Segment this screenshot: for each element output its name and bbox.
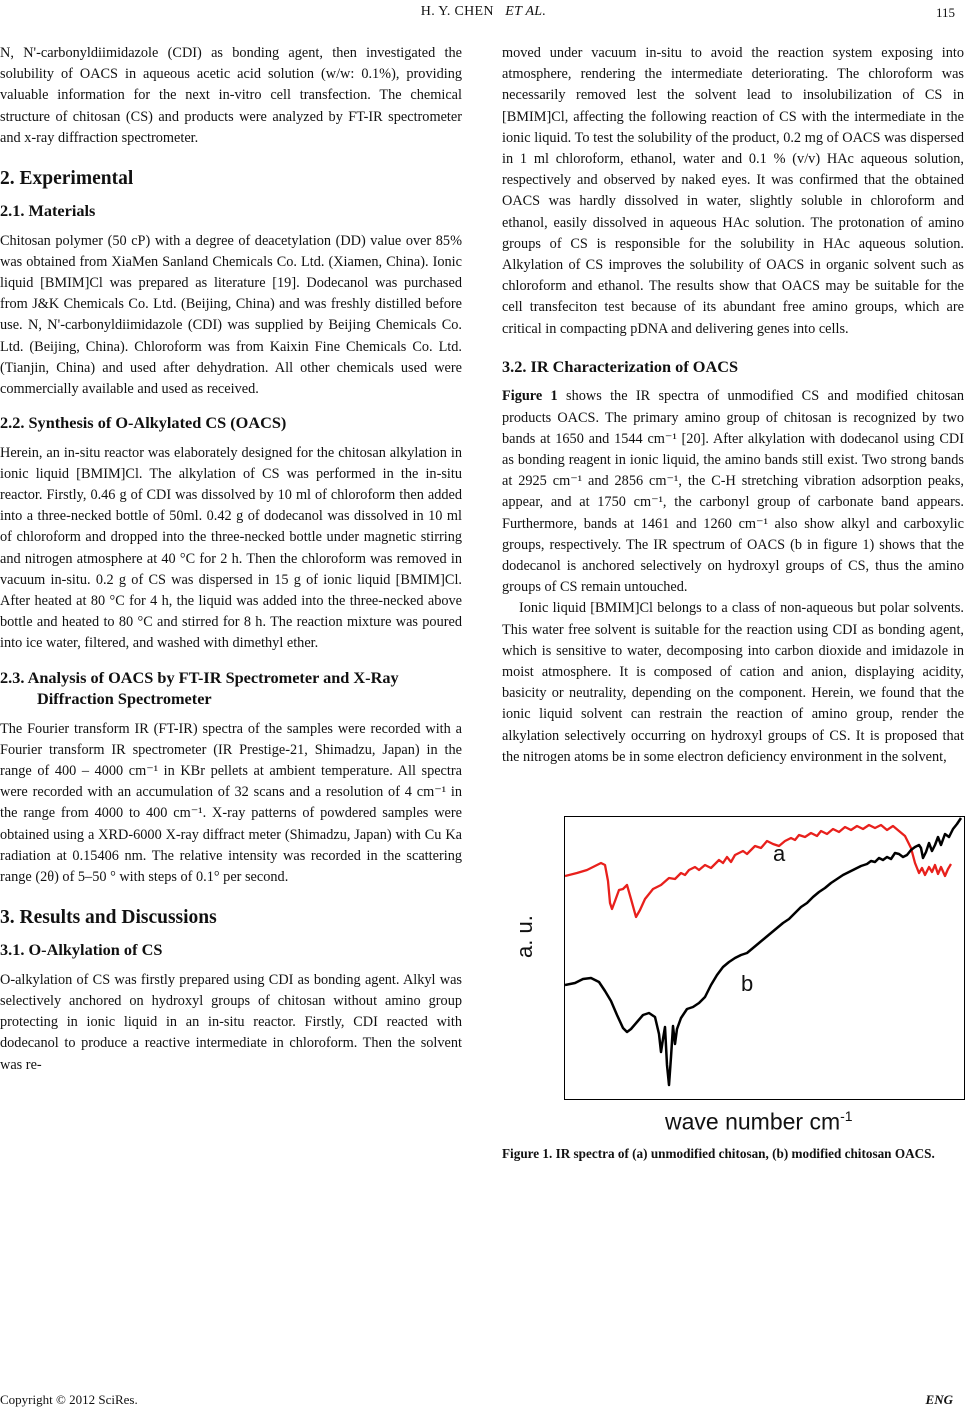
ionic-liquid-paragraph: Ionic liquid [BMIM]Cl belongs to a class of non-aqueous but polar solvents. This water free solvent is suitable for the reaction using CDI as bonding agent, which is sensitive to water, decomposing into carbon dioxide and imidazole in moist atmosphere. It is composed of cation and anion, displaying acidity, basicity or neutrality, depending on the component. Herein, we found that the ionic liquid solvent can restrain the reaction of amino group, render the alkylation selectively occurring on hydroxyl groups of CS. It is proposed that the nitrogen atoms be in some electron deficiency environment in the solvent, bbox=[502, 600, 964, 765]
x-axis-label-text: wave number cm bbox=[665, 1108, 841, 1135]
figure-reference: Figure 1 bbox=[502, 388, 558, 405]
subsection-heading-analysis: 2.3. Analysis of OACS by FT-IR Spectrometer and X-Ray Diffraction Spectrometer bbox=[0, 667, 399, 709]
section-heading-results: 3. Results and Discussions bbox=[0, 907, 217, 929]
figure-caption: Figure 1. IR spectra of (a) unmodified chitosan, (b) modified chitosan OACS. bbox=[502, 1146, 935, 1161]
spectrum-a-label: a bbox=[773, 841, 786, 866]
right-column bbox=[502, 43, 964, 1159]
running-title bbox=[0, 4, 967, 20]
x-axis-label-exponent: -1 bbox=[840, 1108, 853, 1124]
left-column bbox=[0, 43, 462, 1076]
copyright-footer: Copyright © 2012 SciRes. bbox=[0, 1392, 138, 1407]
subsection-heading-synthesis: 2.2. Synthesis of O-Alkylated CS (OACS) bbox=[0, 413, 287, 433]
oalkylation-paragraph: O-alkylation of CS was firstly prepared using CDI as bonding agent. Alkyl was selectively anchored on hydroxyl groups of chitosan without amino group protecting in ionic liquid in an in-situ reactor. Firstly, CDI reacted with dodecanol to produce a reactive intermediate in chloroform. Then the solvent was re- bbox=[0, 971, 462, 1073]
ir-spectra-plot bbox=[564, 816, 965, 1100]
intro-paragraph: N, N'-carbonyldiimidazole (CDI) as bonding agent, then investigated the solubility of OACS in aqueous acetic acid solution (w/w: 0.1%), providing valuable information for the next in-vitro cell transfection. The chemical structure of chitosan (CS) and products were analyzed by FT-IR spectrometer and x-ray diffraction spectrometer. bbox=[0, 45, 462, 146]
materials-paragraph: Chitosan polymer (50 cP) with a degree of deacetylation (DD) value over 85% was obtained from XiaMen Sanland Chemicals Co. Ltd. (Xiamen, China). Ionic liquid [BMIM]Cl was prepared as literature [19]. Dodecanol was purchased from J&K Chemicals Co. Ltd. (Beijing, China) and was freshly distilled before use. N, N'-carbonyldiimidazole (CDI) was supplied by Beijing Chemicals Co. Ltd. (Beijing, China). Chloroform was from Kaixin Fine Chemicals Co. Ltd. (Tianjin, China) and used after dehydration. All other chemicals used were commercially available and used as received. bbox=[0, 232, 462, 397]
subsection-heading-ir: 3.2. IR Characterization of OACS bbox=[502, 356, 739, 376]
author-name: H. Y. CHEN bbox=[420, 4, 494, 19]
section-heading-experimental: 2. Experimental bbox=[0, 168, 134, 190]
x-axis-label bbox=[665, 1108, 853, 1136]
subsection-heading-materials: 2.1. Materials bbox=[0, 201, 96, 221]
synthesis-paragraph: Herein, an in-situ reactor was elaborately designed for the chitosan alkylation in ionic liquid [BMIM]Cl. The alkylation of CS was performed in the in-situ reactor. Firstly, 0.46 g of CDI was dissolved by 10 ml of chloroform then added into a three-necked bottle of 50ml. 0.42 g of dodecanol was dissolved in 10 ml of chloroform and dropped into the three-necked bottle under magnetic stirring and nitrogen atmosphere at 40 °C for 2 h. Then the chloroform was removed in vacuum in-situ. 0.2 g of CS was dispersed in 15 g of ionic liquid [BMIM]Cl. After heated at 80 °C for 4 h, the liquid was added into the three-necked above bottle and heated to 80 °C and stirred for 8 h. The reaction mixture was poured into ice water, filtered, and washed with dimethyl ether. bbox=[0, 444, 462, 652]
et-al: ET AL. bbox=[505, 4, 547, 19]
spectrum-b-label: b bbox=[741, 971, 754, 996]
journal-footer: ENG bbox=[925, 1392, 953, 1407]
spectra-svg bbox=[565, 817, 964, 1099]
y-axis-label: a. u. bbox=[512, 915, 537, 958]
spectrum-b-curve bbox=[565, 818, 961, 1085]
page-number: 115 bbox=[935, 5, 955, 20]
continued-paragraph: moved under vacuum in-situ to avoid the reaction system exposing into atmosphere, rendering the intermediate deteriorating. The chloroform was necessarily removed lest the solvent lead to insolubilization of CS in [BMIM]Cl, affecting the following reaction of CS with the intermediate in the ionic liquid. To test the solubility of the product, 0.2 mg of OACS was dispersed in 1 ml chloroform, ethanol, water and 0.1 % (v/v) HAc aqueous solution, respectively and observed by naked eyes. It was confirmed that the obtained OACS was hardly dissolved in water, slightly soluble in chloroform and ethanol, easily dissolved in aqueous HAc solution. The protonation of amino groups of CS is responsible for the solubility in HAc aqueous solution. Alkylation of CS improves the solubility of OACS in organic solvent such as chloroform and ethanol. The results show that OACS may be suitable for the cell transfeciton test because of its abundant free amino groups, which are critical in compacting pDNA and delivering genes into cells. bbox=[502, 45, 964, 337]
ir-paragraph bbox=[502, 386, 964, 598]
figure-1 bbox=[502, 774, 964, 1159]
spectrum-a-curve bbox=[565, 825, 951, 917]
analysis-paragraph: The Fourier transform IR (FT-IR) spectra of the samples were recorded with a Fourier transform IR spectrometer (IR Prestige-21, Shimadzu, Japan) in the range of 400 – 4000 cm⁻¹ in KBr pellets at ambient temperature. All spectra were recorded with an accumulation of 32 scans and a resolution of 4 cm⁻¹ in the range from 4000 to 400 cm⁻¹. X-ray patterns of powdered samples were obtained using a XRD-6000 X-ray diffract meter (Shimadzu, Japan) with Cu Ka radiation at 0.15406 nm. The relative intensity was recorded in the scattering range (2θ) of 5–50 ° with steps of 0.1° per second. bbox=[0, 720, 462, 886]
subsection-heading-oalkylation: 3.1. O-Alkylation of CS bbox=[0, 940, 163, 960]
page-header bbox=[0, 0, 967, 30]
ir-paragraph-text: shows the IR spectra of unmodified CS and modified chitosan products OACS. The primary amino group of chitosan is recognized by two bands at 1650 and 1544 cm⁻¹ [20]. After alkylation with dodecanol using CDI as bonding reagent in ionic liquid, the amino bands still exist. Two strong bands at 2925 cm⁻¹ and 2856 cm⁻¹, the C-H stretching vibration adsorption peaks, appear, and at 1750 cm⁻¹, the carbonyl group of carbonate band appears. Furthermore, bands at 1461 and 1260 cm⁻¹ also show alkyl and carboxylic groups, respectively. The IR spectrum of OACS (b in figure 1) shows that the dodecanol is anchored selectively on hydroxyl groups of CS, thus the amino groups of CS remain untouched. bbox=[502, 388, 964, 596]
